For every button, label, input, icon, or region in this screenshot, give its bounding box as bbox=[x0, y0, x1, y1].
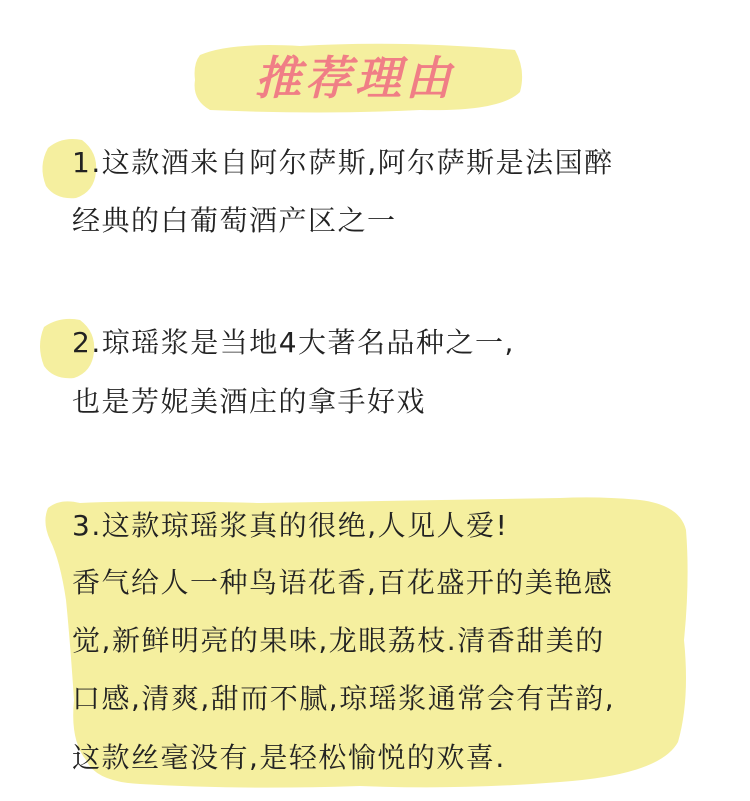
reason-1-line-1: 1.这款酒来自阿尔萨斯,阿尔萨斯是法国醉 bbox=[72, 146, 614, 179]
section-title: 推荐理由 bbox=[255, 51, 455, 105]
reason-3-line-5: 这款丝毫没有,是轻松愉悦的欢喜. bbox=[72, 741, 506, 774]
reason-3-line-3: 觉,新鲜明亮的果味,龙眼荔枝.清香甜美的 bbox=[72, 624, 605, 657]
reason-2-line-1: 2.琼瑶浆是当地4大著名品种之一, bbox=[72, 326, 515, 359]
reason-1-line-2: 经典的白葡萄酒产区之一 bbox=[72, 204, 397, 237]
reason-3-line-2: 香气给人一种鸟语花香,百花盛开的美艳感 bbox=[72, 566, 614, 599]
reason-3-line-4: 口感,清爽,甜而不腻,琼瑶浆通常会有苦韵, bbox=[72, 682, 616, 715]
reason-2-line-2: 也是芳妮美酒庄的拿手好戏 bbox=[72, 385, 427, 418]
reason-3-line-1: 3.这款琼瑶浆真的很绝,人见人爱! bbox=[72, 509, 509, 542]
